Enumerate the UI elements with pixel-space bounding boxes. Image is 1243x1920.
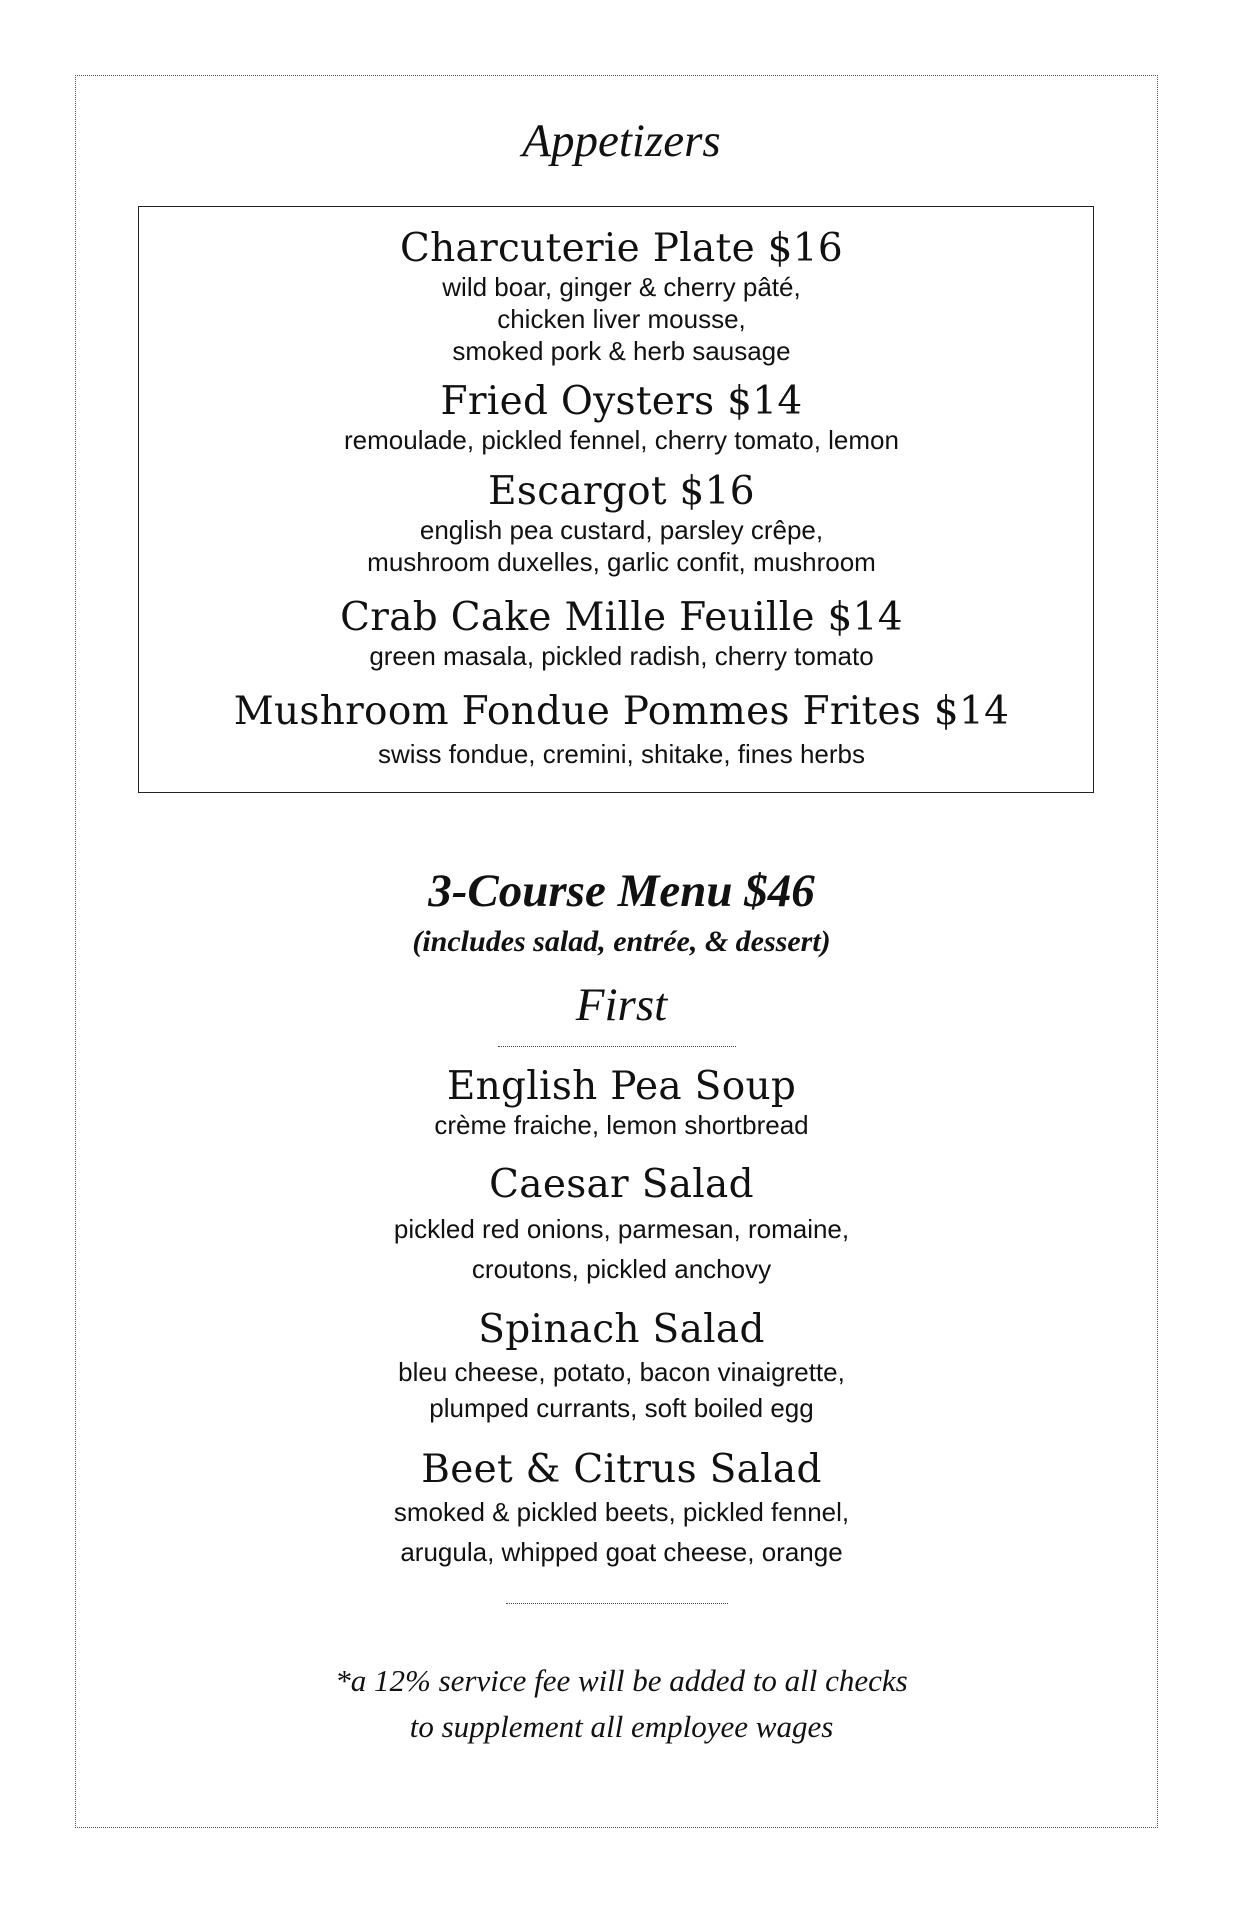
item-desc: remoulade, pickled fennel, cherry tomato, lemon (344, 425, 899, 455)
item-name: Beet & Citrus Salad (421, 1447, 822, 1492)
item-desc: green masala, pickled radish, cherry tomato (369, 641, 874, 671)
menu-item-mushroom-fondue (0, 690, 1243, 770)
first-title: First (575, 979, 668, 1031)
item-desc: croutons, pickled anchovy (471, 1254, 772, 1284)
item-desc: crème fraiche, lemon shortbread (434, 1110, 809, 1140)
course-menu-subtitle: (includes salad, entrée, & dessert) (412, 925, 831, 958)
item-desc: mushroom duxelles, garlic confit, mushroom (367, 547, 876, 577)
service-fee-line-2: to supplement all employee wages (409, 1709, 834, 1744)
appetizers-title: Appetizers (522, 115, 721, 167)
first-divider (498, 1046, 736, 1047)
item-desc: english pea custard, parsley crêpe, (419, 515, 824, 545)
menu-item-caesar-salad (0, 1163, 1243, 1289)
item-name: Crab Cake Mille Feuille $14 (340, 595, 903, 640)
item-name: English Pea Soup (446, 1064, 797, 1109)
item-desc: wild boar, ginger & cherry pâté, (442, 272, 801, 302)
item-desc: bleu cheese, potato, bacon vinaigrette, (398, 1357, 845, 1387)
item-name: Caesar Salad (489, 1162, 754, 1207)
menu-item-crab-cake (0, 596, 1243, 672)
menu-item-charcuterie (0, 227, 1243, 367)
item-name: Fried Oysters $14 (440, 379, 803, 424)
section-end-divider (506, 1603, 728, 1604)
item-name: Mushroom Fondue Pommes Frites $14 (233, 689, 1010, 734)
menu-item-fried-oysters (0, 380, 1243, 456)
menu-item-escargot (0, 470, 1243, 578)
item-name: Charcuterie Plate $16 (399, 226, 843, 271)
item-desc: smoked pork & herb sausage (452, 336, 791, 366)
course-menu-title: 3-Course Menu $46 (428, 865, 815, 917)
item-name: Spinach Salad (478, 1307, 765, 1352)
service-fee-note (0, 1658, 1243, 1750)
item-desc: swiss fondue, cremini, shitake, fines herbs (378, 739, 865, 769)
item-desc: arugula, whipped goat cheese, orange (400, 1537, 843, 1567)
item-desc: smoked & pickled beets, pickled fennel, (393, 1497, 850, 1527)
service-fee-line-1: *a 12% service fee will be added to all checks (335, 1663, 908, 1698)
item-desc: plumped currants, soft boiled egg (429, 1393, 814, 1423)
menu-item-beet-citrus-salad (0, 1448, 1243, 1572)
menu-item-english-pea-soup (0, 1065, 1243, 1141)
item-desc: pickled red onions, parmesan, romaine, (393, 1214, 850, 1244)
menu-item-spinach-salad (0, 1308, 1243, 1428)
item-name: Escargot $16 (488, 469, 755, 514)
item-desc: chicken liver mousse, (497, 304, 746, 334)
